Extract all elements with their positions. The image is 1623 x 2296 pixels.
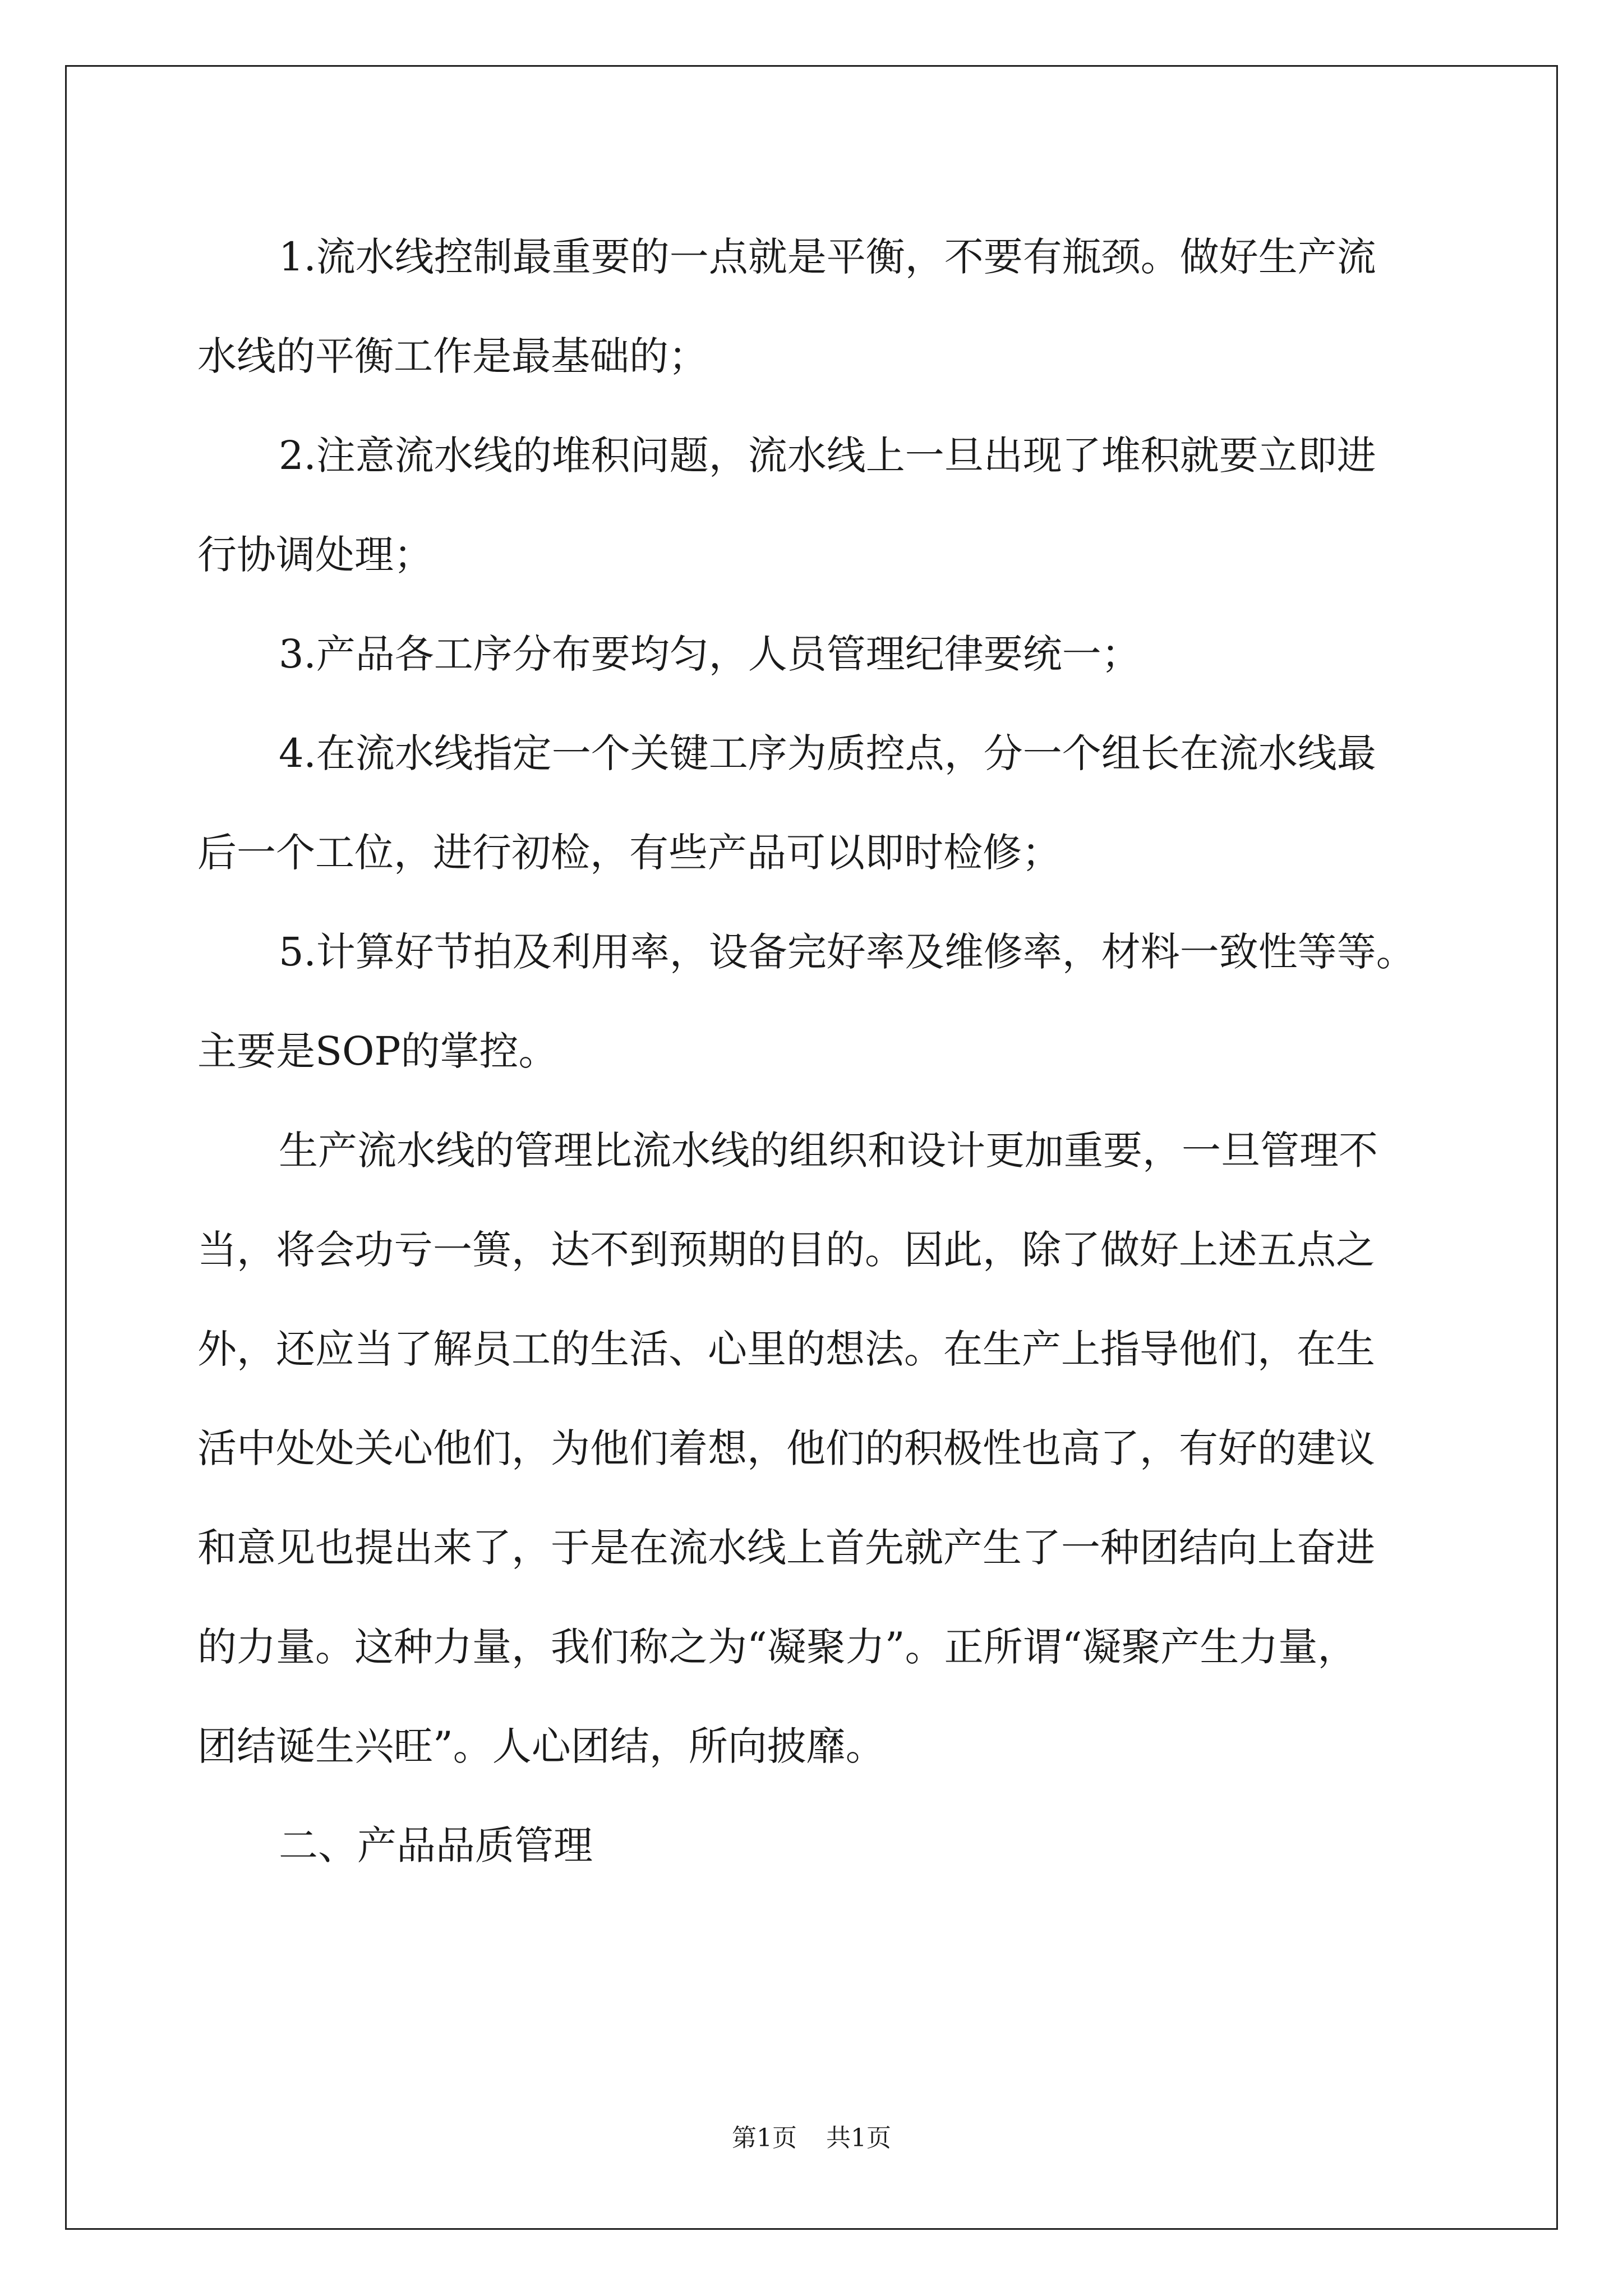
- paragraph-line: 主要是SOP的掌控。: [197, 1028, 558, 1074]
- paragraph-line: 行协调处理；: [197, 532, 433, 578]
- paragraph-line: 的力量。这种力量，我们称之为“凝聚力”。正所谓“凝聚产生力量，: [197, 1624, 1357, 1670]
- paragraph-line: 外，还应当了解员工的生活、心里的想法。在生产上指导他们，在生: [197, 1326, 1375, 1372]
- paragraph-line: 1.流水线控制最重要的一点就是平衡，不要有瓶颈。做好生产流: [279, 234, 1376, 280]
- paragraph-summary: [197, 1101, 1431, 1796]
- paragraph-line: 活中处处关心他们，为他们着想，他们的积极性也高了，有好的建议: [197, 1425, 1375, 1471]
- paragraph-line: 后一个工位，进行初检，有些产品可以即时检修；: [197, 830, 1061, 876]
- paragraph-item-4: [197, 704, 1431, 903]
- paragraph-item-2: [197, 406, 1431, 605]
- paragraph-line: 团结诞生兴旺”。人心团结，所向披靡。: [197, 1723, 885, 1769]
- section-heading: [197, 1796, 1431, 1895]
- paragraph-line: 当，将会功亏一篑，达不到预期的目的。因此，除了做好上述五点之: [197, 1227, 1375, 1273]
- page-total: 共1页: [826, 2124, 891, 2152]
- page-footer: [0, 2118, 1623, 2154]
- paragraph-item-5: [197, 903, 1431, 1101]
- paragraph-line: 生产流水线的管理比流水线的组织和设计更加重要，一旦管理不: [279, 1128, 1378, 1174]
- paragraph-item-3: [197, 605, 1431, 704]
- paragraph-line: 5.计算好节拍及利用率，设备完好率及维修率，材料一致性等等。: [279, 929, 1415, 975]
- page-number: 第1页: [732, 2124, 797, 2152]
- paragraph-line: 3.产品各工序分布要均匀，人员管理纪律要统一；: [279, 631, 1141, 677]
- paragraph-item-1: [197, 208, 1431, 406]
- paragraph-line: 水线的平衡工作是最基础的；: [197, 333, 708, 379]
- document-body: [197, 208, 1431, 1895]
- paragraph-line: 2.注意流水线的堆积问题，流水线上一旦出现了堆积就要立即进: [279, 432, 1376, 478]
- paragraph-line: 和意见也提出来了，于是在流水线上首先就产生了一种团结向上奋进: [197, 1525, 1375, 1571]
- section-heading-text: 二、产品品质管理: [279, 1823, 593, 1869]
- paragraph-line: 4.在流水线指定一个关键工序为质控点，分一个组长在流水线最: [279, 730, 1376, 776]
